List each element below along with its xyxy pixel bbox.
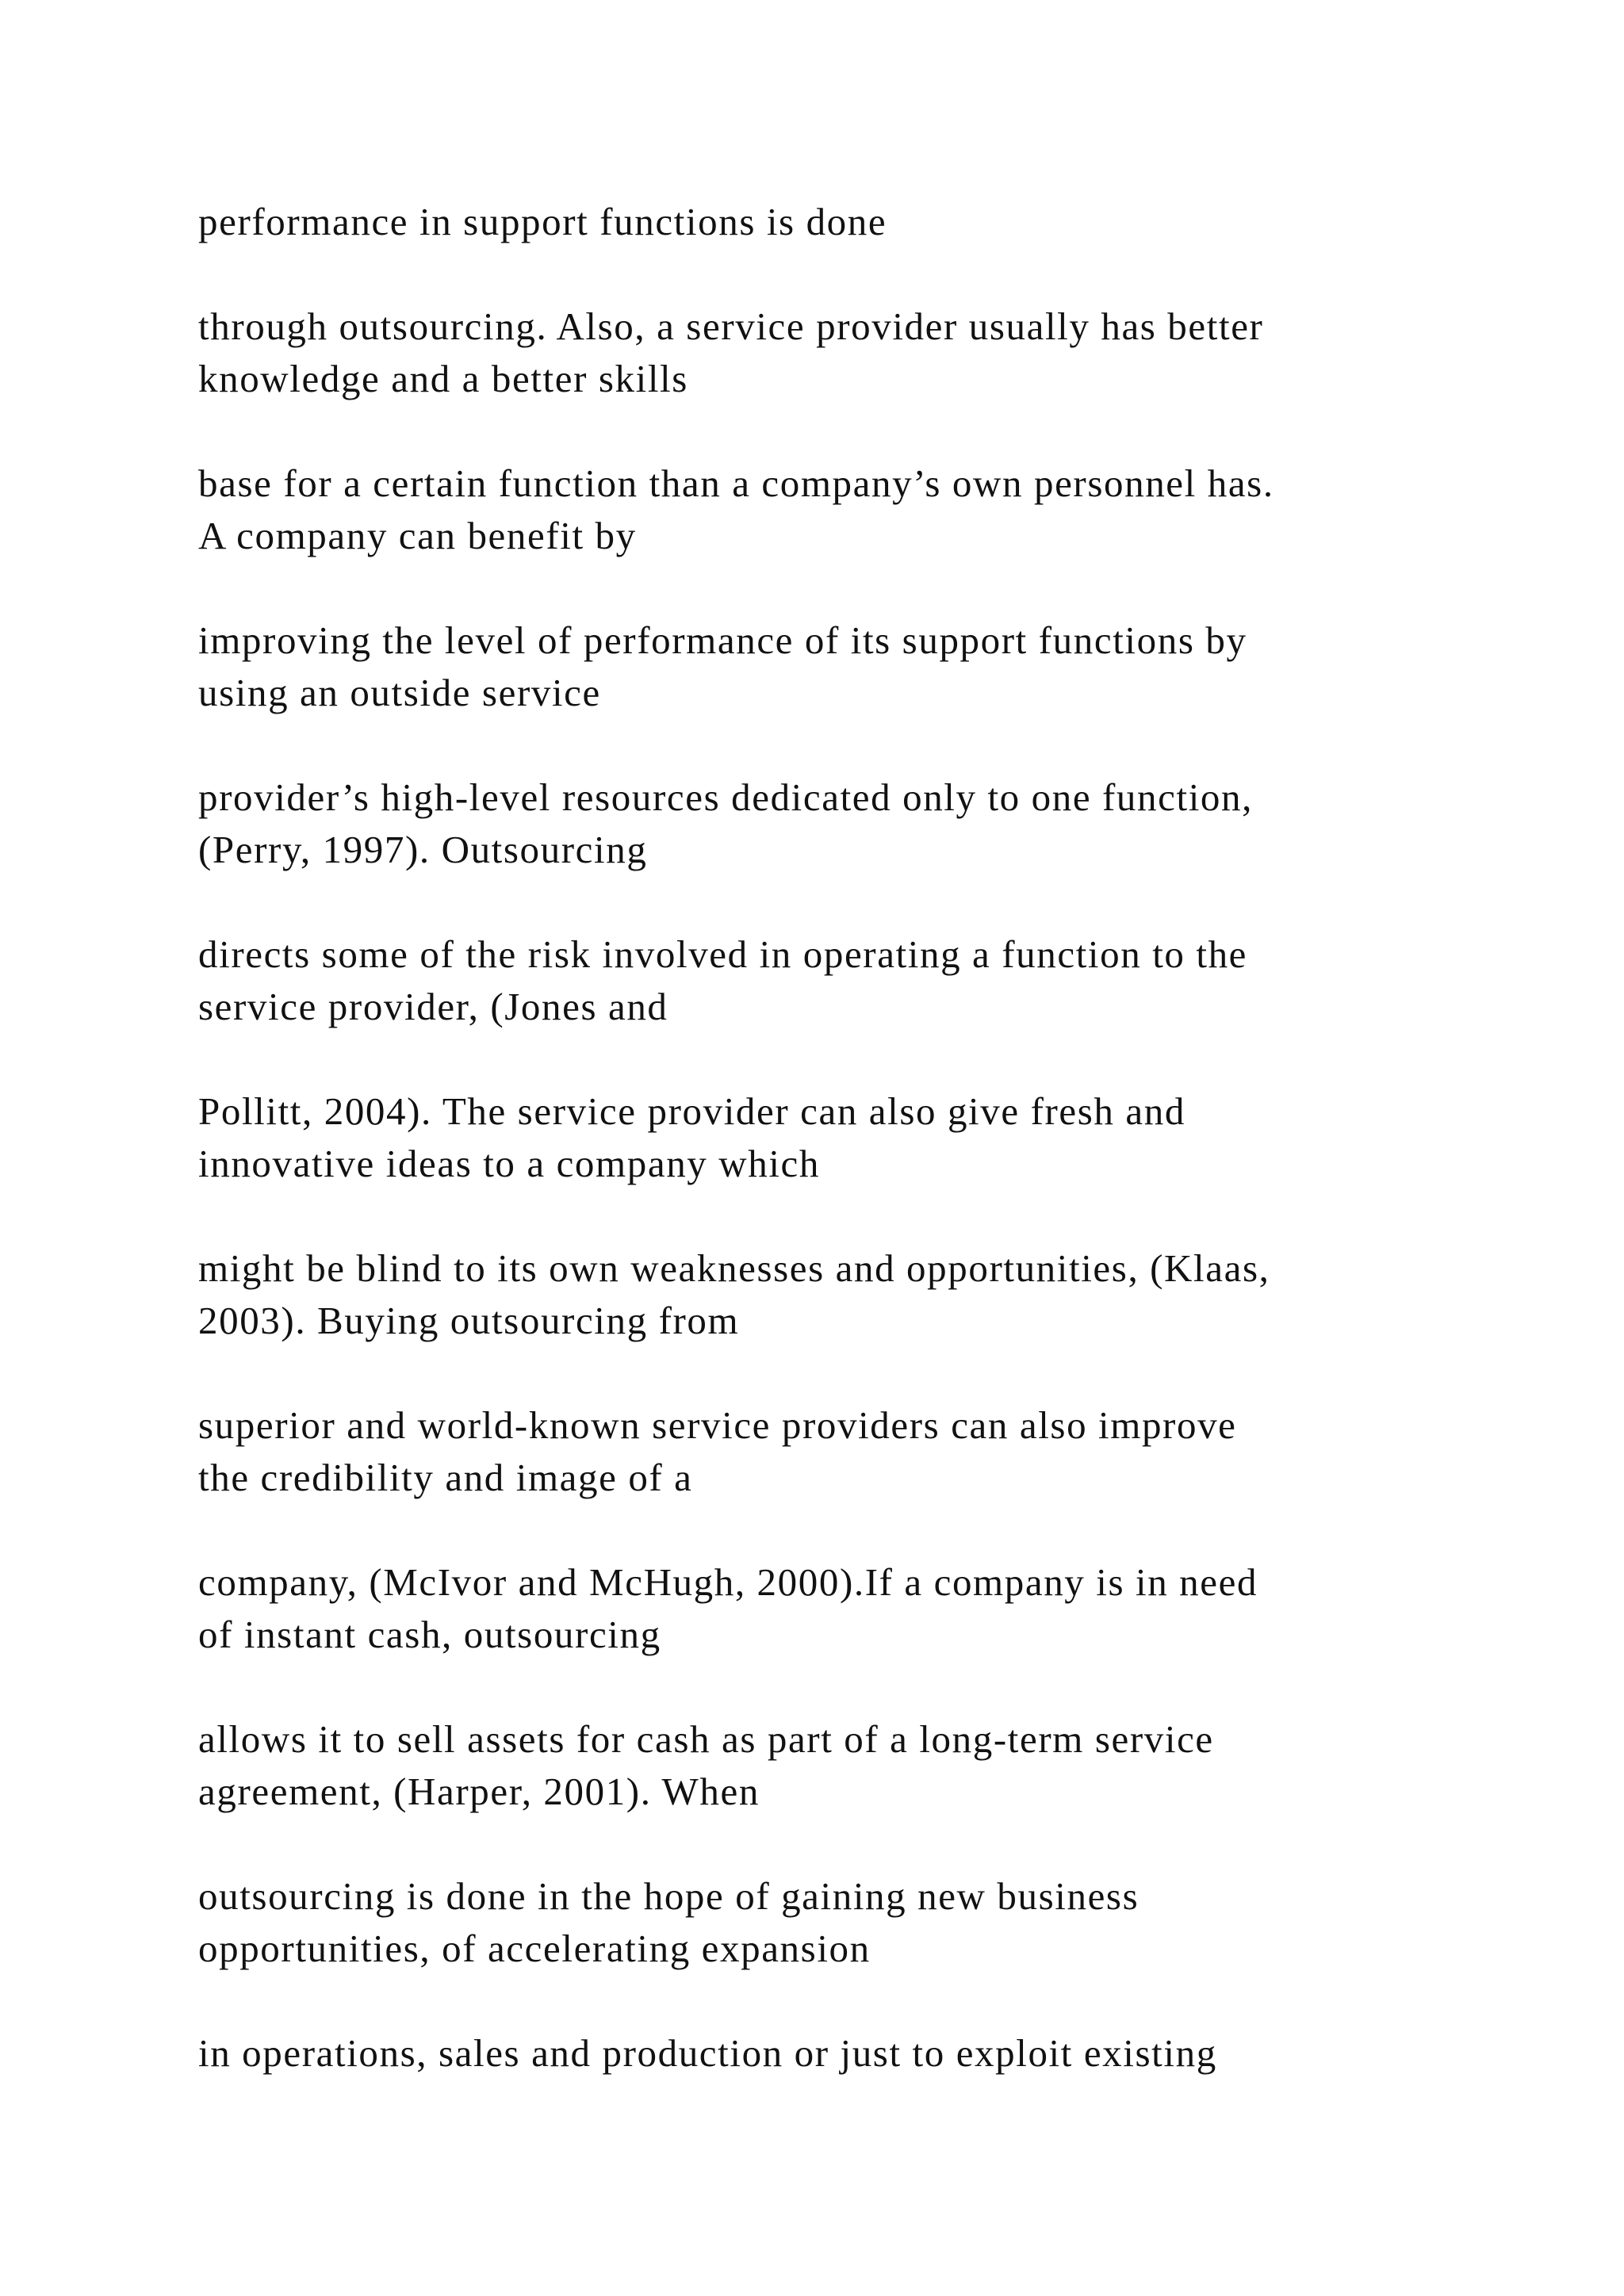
text-line: outsourcing is done in the hope of gaining new business [198, 1874, 1139, 1918]
text-line: the credibility and image of a [198, 1456, 693, 1499]
text-line: agreement, (Harper, 2001). When [198, 1770, 760, 1813]
text-line: opportunities, of accelerating expansion [198, 1927, 871, 1970]
text-line: using an outside service [198, 671, 601, 714]
paragraph [198, 1399, 1483, 1504]
paragraph [198, 771, 1483, 876]
paragraph [198, 1242, 1483, 1347]
text-line: allows it to sell assets for cash as part of a long-term service [198, 1717, 1214, 1761]
paragraph [198, 457, 1483, 562]
text-line: improving the level of performance of its support functions by [198, 618, 1247, 662]
text-line: provider’s high-level resources dedicated only to one function, [198, 775, 1253, 819]
paragraph [198, 2027, 1483, 2080]
text-line: 2003). Buying outsourcing from [198, 1299, 740, 1342]
text-line: performance in support functions is done [198, 200, 887, 243]
text-line: of instant cash, outsourcing [198, 1613, 661, 1656]
text-line: A company can benefit by [198, 514, 637, 557]
text-line: in operations, sales and production or just to exploit existing [198, 2031, 1217, 2075]
body-text [198, 196, 1483, 2132]
paragraph [198, 928, 1483, 1033]
text-line: service provider, (Jones and [198, 985, 668, 1028]
paragraph [198, 614, 1483, 719]
paragraph [198, 196, 1483, 248]
paragraph [198, 300, 1483, 405]
text-line: directs some of the risk involved in operating a function to the [198, 932, 1248, 976]
text-line: company, (McIvor and McHugh, 2000).If a company is in need [198, 1560, 1258, 1604]
text-line: through outsourcing. Also, a service provider usually has better [198, 304, 1264, 348]
paragraph [198, 1085, 1483, 1190]
text-line: base for a certain function than a company’s own personnel has. [198, 461, 1274, 505]
text-line: (Perry, 1997). Outsourcing [198, 828, 648, 871]
text-line: innovative ideas to a company which [198, 1142, 820, 1185]
paragraph [198, 1556, 1483, 1661]
paragraph [198, 1870, 1483, 1975]
paragraph [198, 1713, 1483, 1818]
text-line: knowledge and a better skills [198, 357, 688, 400]
text-line: superior and world-known service providers can also improve [198, 1403, 1237, 1447]
text-line: Pollitt, 2004). The service provider can also give fresh and [198, 1089, 1185, 1133]
text-line: might be blind to its own weaknesses and opportunities, (Klaas, [198, 1246, 1270, 1290]
